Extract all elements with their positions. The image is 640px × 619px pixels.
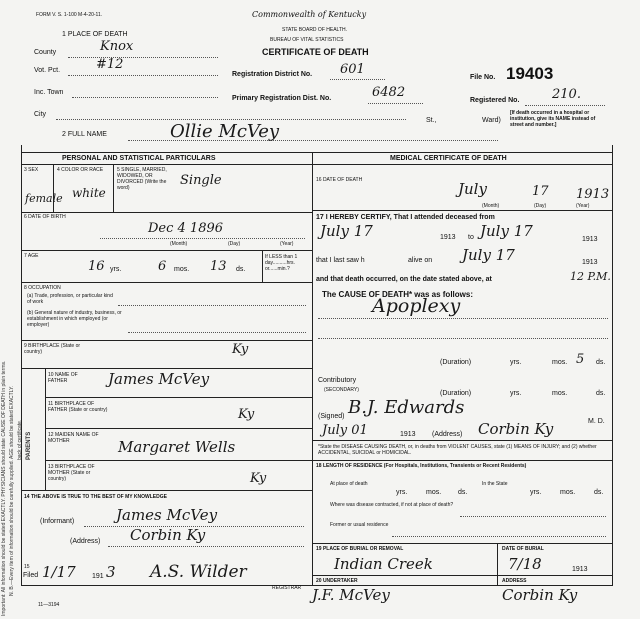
age-mos-label: mos. — [174, 266, 190, 273]
form-number: FORM V. S. 1-100 M-4-20-11. — [36, 12, 103, 18]
in-state-ds: ds. — [594, 489, 604, 496]
column-divider — [312, 152, 313, 585]
burial-date-label: DATE OF BURIAL — [502, 546, 544, 552]
duration-ds-label: ds. — [596, 359, 606, 366]
disease-contracted-label: Where was disease contracted, if not at place of death? — [330, 502, 454, 508]
secondary-label: (SECONDARY) — [324, 387, 359, 393]
cause-of-death-label: The CAUSE OF DEATH* was as follows: — [322, 290, 473, 299]
primary-registration-label: Primary Registration Dist. No. — [232, 95, 332, 102]
marital-label: 5 SINGLE, MARRIED, WIDOWED, OR DIVORCED (Write the word) — [117, 167, 167, 191]
age-ds-value: 13 — [210, 259, 227, 274]
registered-no-label: Registered No. — [470, 97, 520, 104]
rule-footnote — [312, 460, 612, 461]
alive-on-label: alive on — [408, 257, 433, 264]
parents-label: PARENTS — [26, 431, 32, 460]
rule-mother — [45, 460, 312, 461]
undertaker-address-label: ADDRESS — [502, 578, 527, 584]
rule-birthplace — [21, 368, 312, 369]
in-state-mos: mos. — [560, 489, 576, 496]
at-place-label: At place of death — [330, 481, 368, 487]
inc-town-label: Inc. Town — [34, 89, 64, 96]
ward-label: Ward) — [482, 117, 501, 124]
death-occurred-text: and that death occurred, on the date stated above, at — [316, 276, 492, 283]
county-label: County — [34, 49, 57, 56]
dob-label: 6 DATE OF BIRTH — [24, 214, 66, 220]
county-line — [68, 57, 218, 58]
attended-year-2: 1913 — [582, 236, 598, 243]
rule-parents-end — [21, 490, 312, 491]
dob-value: Dec 4 1896 — [148, 221, 224, 236]
dob-year-label: (Year) — [280, 241, 294, 247]
filed-date-value: 1/17 — [42, 563, 76, 581]
mother-birthplace-value: Ky — [250, 471, 267, 486]
color-value: white — [72, 186, 106, 200]
form-footer-number: 11—3194 — [38, 602, 60, 608]
margin-note-1: Important: All information should be stated EXACTLY. PHYSICIANS should state CAUSE OF DEATH in plain terms. — [1, 360, 7, 616]
burial-date-divider — [497, 543, 498, 585]
cause-footnote: *State the DISEASE CAUSING DEATH, or, in deaths from VIOLENT CAUSES, state (1) MEANS OF INJURY; and (2) whether ACCIDENTAL, SUICIDAL or HOMICIDAL. — [318, 444, 597, 456]
physician-signature: B.J. Edwards — [348, 397, 465, 418]
undertaker-value: J.F. McVey — [312, 586, 390, 604]
undertaker-address-value: Corbin Ky — [502, 586, 578, 604]
occupation-b-label: (b) General nature of industry, business, or establishment in which employed (or employer) — [27, 310, 122, 328]
occupation-a-line — [118, 305, 306, 306]
registrar-label: REGISTRAR — [272, 585, 302, 591]
certificate-title: CERTIFICATE OF DEATH — [262, 47, 369, 57]
age-yrs-label: yrs. — [110, 266, 122, 273]
rule-signed — [312, 440, 612, 441]
filed-number: 15 — [24, 564, 30, 570]
birthplace-label: 9 BIRTHPLACE (State or country) — [24, 343, 81, 355]
at-place-mos: mos. — [426, 489, 442, 496]
registered-no-line — [525, 105, 605, 106]
occupation-b-line — [128, 332, 306, 333]
last-saw-date: July 17 — [462, 246, 515, 264]
bureau-heading: BUREAU OF VITAL STATISTICS — [270, 37, 344, 43]
signature-date: July 01 — [322, 423, 368, 438]
signed-label: (Signed) — [318, 413, 345, 420]
father-name-label: 10 NAME OF FATHER — [48, 372, 78, 384]
informant-address-line — [108, 546, 304, 547]
duration-mos-label-2: mos. — [552, 390, 568, 397]
at-place-ds: ds. — [458, 489, 468, 496]
last-saw-text: that I last saw h — [316, 257, 365, 264]
father-birthplace-label: 11 BIRTHPLACE OF FATHER (State or country) — [48, 401, 108, 413]
duration-yrs-label-2: yrs. — [510, 390, 522, 397]
burial-date-year: 1913 — [572, 566, 588, 573]
attended-to-value: July 17 — [480, 222, 533, 240]
rule-occupation — [21, 340, 312, 341]
cause-line-2 — [318, 338, 608, 339]
burial-place-value: Indian Creek — [334, 555, 433, 573]
signature-year: 1913 — [400, 431, 416, 438]
commonwealth-heading: Commonwealth of Kentucky — [252, 10, 367, 19]
disease-contracted-line — [460, 516, 606, 517]
marital-value: Single — [180, 173, 222, 188]
rule-sex — [21, 212, 312, 213]
board-heading: STATE BOARD OF HEALTH. — [282, 27, 348, 33]
age-ds-label: ds. — [236, 266, 246, 273]
former-residence-line — [392, 536, 606, 537]
rule-top — [21, 152, 613, 153]
mother-name-value: Margaret Wells — [118, 438, 236, 456]
death-year-label: (Year) — [576, 203, 590, 209]
attended-from-value: July 17 — [320, 222, 373, 240]
occupation-label: 8 OCCUPATION — [24, 285, 61, 291]
file-no-label: File No. — [470, 74, 496, 81]
true-statement-label: 14 THE ABOVE IS TRUE TO THE BEST OF MY KNOWLEDGE — [24, 494, 167, 500]
signature-address-value: Corbin Ky — [478, 420, 554, 438]
age-mos-value: 6 — [158, 259, 167, 274]
parents-divider — [45, 368, 46, 490]
filed-year-digit: 3 — [106, 563, 116, 581]
full-name-value: Ollie McVey — [170, 121, 280, 142]
burial-date-value: 7/18 — [508, 555, 542, 573]
primary-registration-line — [368, 103, 423, 104]
sex-label: 3 SEX — [24, 167, 39, 173]
dob-line — [100, 238, 305, 239]
date-of-death-year: 1913 — [576, 187, 610, 202]
occupation-a-label: (a) Trade, profession, or particular kind of work — [27, 293, 113, 305]
file-no-value: 19403 — [506, 64, 554, 83]
in-state-yrs: yrs. — [530, 489, 542, 496]
rule-age — [21, 282, 312, 283]
attended-to-label: to — [468, 234, 474, 241]
frame-left — [21, 145, 22, 585]
city-label: City — [34, 111, 47, 118]
county-value: Knox — [100, 39, 134, 54]
md-label: M. D. — [588, 418, 605, 425]
medical-section-title: MEDICAL CERTIFICATE OF DEATH — [390, 155, 507, 162]
filed-label: Filed — [23, 572, 39, 579]
signature-address-label: (Address) — [432, 431, 463, 438]
dob-month-label: (Month) — [170, 241, 188, 247]
informant-label: (Informant) — [40, 518, 75, 525]
birthplace-value: Ky — [232, 342, 249, 357]
place-of-death-label: 1 PLACE OF DEATH — [62, 31, 128, 38]
age-label: 7 AGE — [24, 253, 39, 259]
registration-district-line — [330, 79, 385, 80]
margin-note-3: back of certificate. — [17, 419, 23, 460]
frame-right — [612, 145, 613, 585]
death-month-label: (Month) — [482, 203, 500, 209]
burial-place-label: 19 PLACE OF BURIAL OR REMOVAL — [316, 546, 404, 552]
primary-registration-value: 6482 — [372, 85, 406, 100]
hospital-note: [If death occurred in a hospital or institution, give its NAME instead of street and number.] — [510, 110, 596, 128]
duration-mos-label: mos. — [552, 359, 568, 366]
mother-name-label: 12 MAIDEN NAME OF MOTHER — [48, 432, 99, 444]
date-of-death-month: July — [458, 180, 487, 198]
city-line — [56, 119, 406, 120]
in-state-label: In the State — [482, 481, 508, 487]
st-label: St., — [426, 117, 437, 124]
sex-value: female — [25, 192, 63, 205]
registration-district-label: Registration District No. — [232, 71, 313, 78]
death-day-label: (Day) — [534, 203, 547, 209]
dob-day-label: (Day) — [228, 241, 241, 247]
vot-value: #12 — [96, 57, 124, 72]
at-place-yrs: yrs. — [396, 489, 408, 496]
father-name-value: James McVey — [108, 370, 210, 388]
rule-father — [45, 397, 312, 398]
date-of-death-day: 17 — [532, 184, 549, 199]
cause-of-death-value: Apoplexy — [372, 295, 461, 317]
certify-text: 17 I HEREBY CERTIFY, That I attended deceased from — [316, 214, 495, 221]
duration-value: 5 — [576, 352, 585, 367]
rule-residence-end — [312, 543, 612, 544]
personal-section-title: PERSONAL AND STATISTICAL PARTICULARS — [62, 155, 216, 162]
undertaker-label: 20 UNDERTAKER — [316, 578, 358, 584]
informant-value: James McVey — [116, 506, 218, 524]
full-name-label: 2 FULL NAME — [62, 131, 107, 138]
rule-burial — [312, 575, 612, 576]
rule-section-headers — [21, 164, 613, 165]
informant-address-label: (Address) — [70, 538, 101, 545]
father-birthplace-value: Ky — [238, 407, 255, 422]
color-divider — [113, 164, 114, 212]
residence-label: 18 LENGTH OF RESIDENCE (For Hospitals, Institutions, Transients or Recent Residents) — [316, 463, 527, 469]
last-saw-year: 1913 — [582, 259, 598, 266]
rule-dob — [21, 250, 312, 251]
registration-district-value: 601 — [340, 62, 365, 77]
inc-town-line — [72, 97, 218, 98]
rule-date-of-death — [312, 210, 612, 211]
vot-label: Vot. Pct. — [34, 67, 61, 74]
duration-ds-label-2: ds. — [596, 390, 606, 397]
registered-no-value: 210. — [552, 87, 581, 102]
age-less-than-label: If LESS than 1 day..........hrs. or......min.? — [265, 254, 298, 272]
age-divider — [262, 250, 263, 282]
attended-year-1: 1913 — [440, 234, 456, 241]
margin-note-2: N. B.—Every item of information should be carefully supplied. AGE should be stated EXACTLY. — [9, 385, 15, 596]
registrar-signature: A.S. Wilder — [150, 562, 247, 582]
contributory-label: Contributory — [318, 377, 357, 384]
death-time-value: 12 P.M. — [570, 270, 611, 283]
vot-line — [68, 75, 218, 76]
duration-label: (Duration) — [440, 359, 472, 366]
duration-label-2: (Duration) — [440, 390, 472, 397]
age-yrs-value: 16 — [88, 259, 105, 274]
rule-father-bp — [45, 428, 312, 429]
filed-year-prefix: 191 — [92, 573, 104, 580]
mother-birthplace-label: 13 BIRTHPLACE OF MOTHER (State or country) — [48, 464, 95, 482]
color-label: 4 COLOR OR RACE — [57, 167, 104, 173]
cause-line-1 — [318, 318, 608, 319]
informant-address-value: Corbin Ky — [130, 526, 206, 544]
date-of-death-label: 16 DATE OF DEATH — [316, 177, 363, 183]
duration-yrs-label: yrs. — [510, 359, 522, 366]
former-residence-label: Former or usual residence — [330, 522, 389, 528]
